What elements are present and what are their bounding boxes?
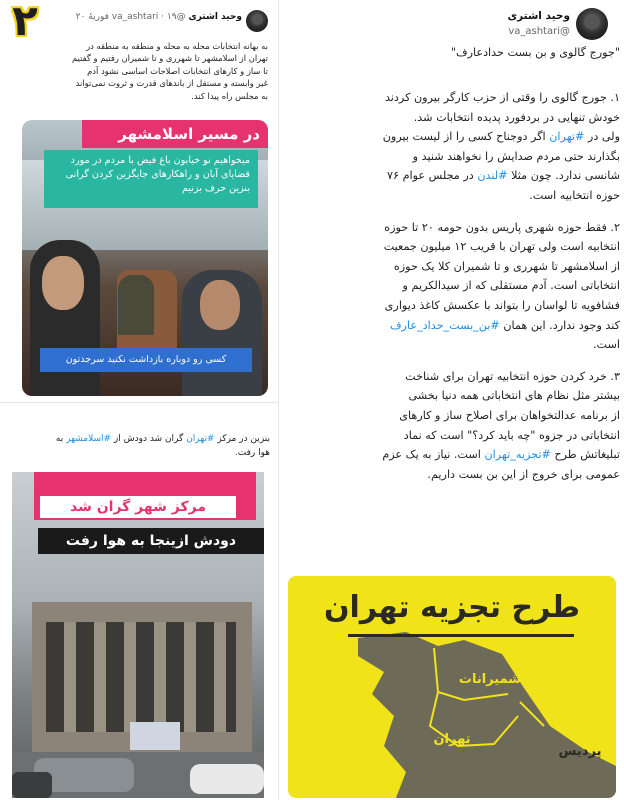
tweet-text-line: به مجلس راه پیدا کند. — [191, 90, 268, 101]
author-handle[interactable]: @va_ashtari — [508, 26, 570, 37]
tweet-photo[interactable] — [12, 472, 264, 798]
tweet-text-line: غیر وابسته و مستقل از باندهای قدرت و ثروت نمی‌تواند — [75, 78, 268, 89]
tweet-header: وحید اشتری @va_ashtari · ۱۹ فوریهٔ ۲۰ — [75, 12, 242, 22]
hashtag-link[interactable]: #تجزیه_تهران — [484, 448, 551, 462]
tweet-text-line: فشافویه تا لواسان را بتواند با عکسش کاغذ دیواری — [384, 298, 620, 312]
map-label-shemiranat: شمیرانات — [458, 672, 522, 687]
hashtag-link[interactable]: #تهران — [186, 434, 215, 444]
tweet-text-line: ۱. جورج گالوی را وقتی از حزب کارگر بیرون کردند — [384, 91, 620, 104]
car — [12, 772, 52, 798]
tweet-body — [288, 88, 620, 484]
tweet-body — [14, 432, 270, 460]
tweet-text-line: انتخاباتی است. آدم مستقلی که از سیدالکریم و — [402, 279, 620, 293]
person — [118, 275, 154, 335]
tweet-text-line: ۳. خرد کردن حوزه انتخابیه تهران برای شناخت — [405, 369, 620, 383]
hashtag-link[interactable]: #تهران — [549, 130, 585, 144]
tweet-text-line: از برنامه عدالتخواهان برای اصلاح ساز و کارهای — [399, 408, 620, 422]
tweet-title: "جورج گالوی و بن بست حدادعارف" — [450, 46, 620, 59]
text-segment: است. نیاز به یک عزم — [382, 448, 481, 462]
column-divider — [278, 0, 279, 800]
photo-footer-panel — [40, 348, 252, 372]
map-image[interactable] — [288, 576, 616, 798]
tweet-text-line — [288, 127, 620, 147]
tweet-card-left-top — [0, 0, 276, 400]
tweet-text-line: بیشتر مثل نظام های انتخاباتی همه دنیا بخشی — [408, 389, 620, 403]
tweet-body — [30, 40, 268, 102]
text-segment: ولی در — [587, 130, 620, 144]
photo-header-text: در مسیر اسلامشهر — [118, 125, 260, 143]
awning — [130, 722, 180, 750]
tweet-text-line — [288, 445, 620, 465]
hashtag-link[interactable]: #بن_بست_حداد_عارف — [389, 318, 500, 332]
tweet-text-line: انتخابیه است ولی تهران با قریب ۱۲ میلیون جمعیت — [383, 240, 620, 254]
tweet-text-line: تا ساز و کارهای انتخابات اصلاحات اساسی نشود آدم — [87, 65, 268, 76]
tweet-text-line: است. — [592, 338, 620, 352]
tweet-text-line: عمومی برای خروج از این بن بست داریم. — [427, 467, 620, 481]
text-segment: اگر دوجناح کسی را از لیست بیرون — [382, 130, 546, 144]
tweet-photo[interactable] — [22, 120, 268, 396]
photo-header-banner — [82, 120, 268, 148]
tweet-card-left-bottom — [0, 404, 276, 800]
row-divider — [0, 402, 278, 403]
text-segment: گران شد دودش از — [113, 434, 184, 444]
photo-top-text-box — [40, 496, 236, 518]
photo-caption-panel — [44, 150, 258, 208]
tweet-date[interactable]: ۱۹ فوریهٔ ۲۰ — [75, 12, 177, 22]
text-segment: شانسی ندارد. چون مثلا — [511, 169, 620, 183]
photo-dark-text-box — [38, 528, 264, 554]
author-handle[interactable]: @va_ashtari — [111, 12, 186, 22]
hashtag-link[interactable]: #لندن — [477, 169, 508, 183]
tweet-text-line: ۲. فقط حوزه شهری پاریس بدون حومه ۲۰ تا حوزه — [384, 220, 620, 234]
avatar[interactable] — [576, 8, 608, 40]
tweet-text-line: انتخاباتی در جزوه "چه باید کرد؟" است که نماد — [403, 428, 620, 442]
map-title: طرح تجزیه تهران — [323, 590, 580, 625]
photo-top-text: مرکز شهر گران شد — [69, 499, 207, 515]
text-segment: کند وجود ندارد. این همان — [503, 318, 620, 332]
avatar[interactable] — [246, 10, 268, 32]
photo-dark-text: دودش ازینجا به هوا رفت — [65, 533, 237, 549]
tweet-text-line — [288, 166, 620, 186]
map-title-underline — [348, 634, 574, 637]
car — [190, 764, 264, 794]
text-segment: به — [55, 434, 64, 444]
tweet-text-line: حوزه انتخابیه است. — [529, 188, 620, 202]
photo-caption-text: میخواهیم نو خیابون باغ فیض با مردم در مورد قضایای آبان و راهکارهای جایگزین کردن گرانی بنزین حرف بزنیم — [65, 155, 250, 194]
hashtag-link[interactable]: #اسلامشهر — [66, 434, 112, 444]
text-segment: در مجلس عوام ۷۶ — [386, 169, 474, 183]
badge-number: ۲ — [12, 0, 38, 45]
author-name[interactable]: وحید اشتری — [507, 10, 570, 22]
photo-footer-text: کسی رو دوباره بازداشت نکنید سرجدتون — [65, 354, 227, 365]
tweet-text-line: به بهانه انتخابات محله به محله و منطقه به منطقه در — [86, 41, 268, 51]
tweet-card-right — [282, 0, 624, 800]
tweet-text-line — [14, 432, 270, 446]
text-segment: تبلیغاتش طرح — [554, 448, 620, 462]
tweet-text-line: خودش تنهایی در بردفورد پدیده انتخابات شد. — [413, 110, 620, 124]
person-face — [200, 280, 240, 330]
text-segment: بنزین در مرکز — [217, 434, 270, 444]
person-face — [42, 256, 84, 310]
tweet-text-line: از اسلامشهر تا شهرری و تا شمیران کلا یک حوزه — [393, 259, 620, 273]
author-name[interactable]: وحید اشتری — [188, 12, 242, 22]
map-label-pardis: پردیس — [558, 744, 602, 759]
tweet-text-line: هوا رفت. — [234, 448, 270, 458]
tehran-map-shape — [358, 632, 616, 798]
building-windows — [46, 622, 236, 732]
tweet-text-line: بگذارند حتی مردم صدایش را نخواهند شنید و — [412, 149, 620, 163]
map-label-tehran: تهران — [433, 732, 471, 747]
tweet-text-line: تهران از اسلامشهر تا شهرری و تا شمیران رفتیم و گفتیم — [71, 53, 268, 64]
tweet-text-line — [288, 316, 620, 336]
